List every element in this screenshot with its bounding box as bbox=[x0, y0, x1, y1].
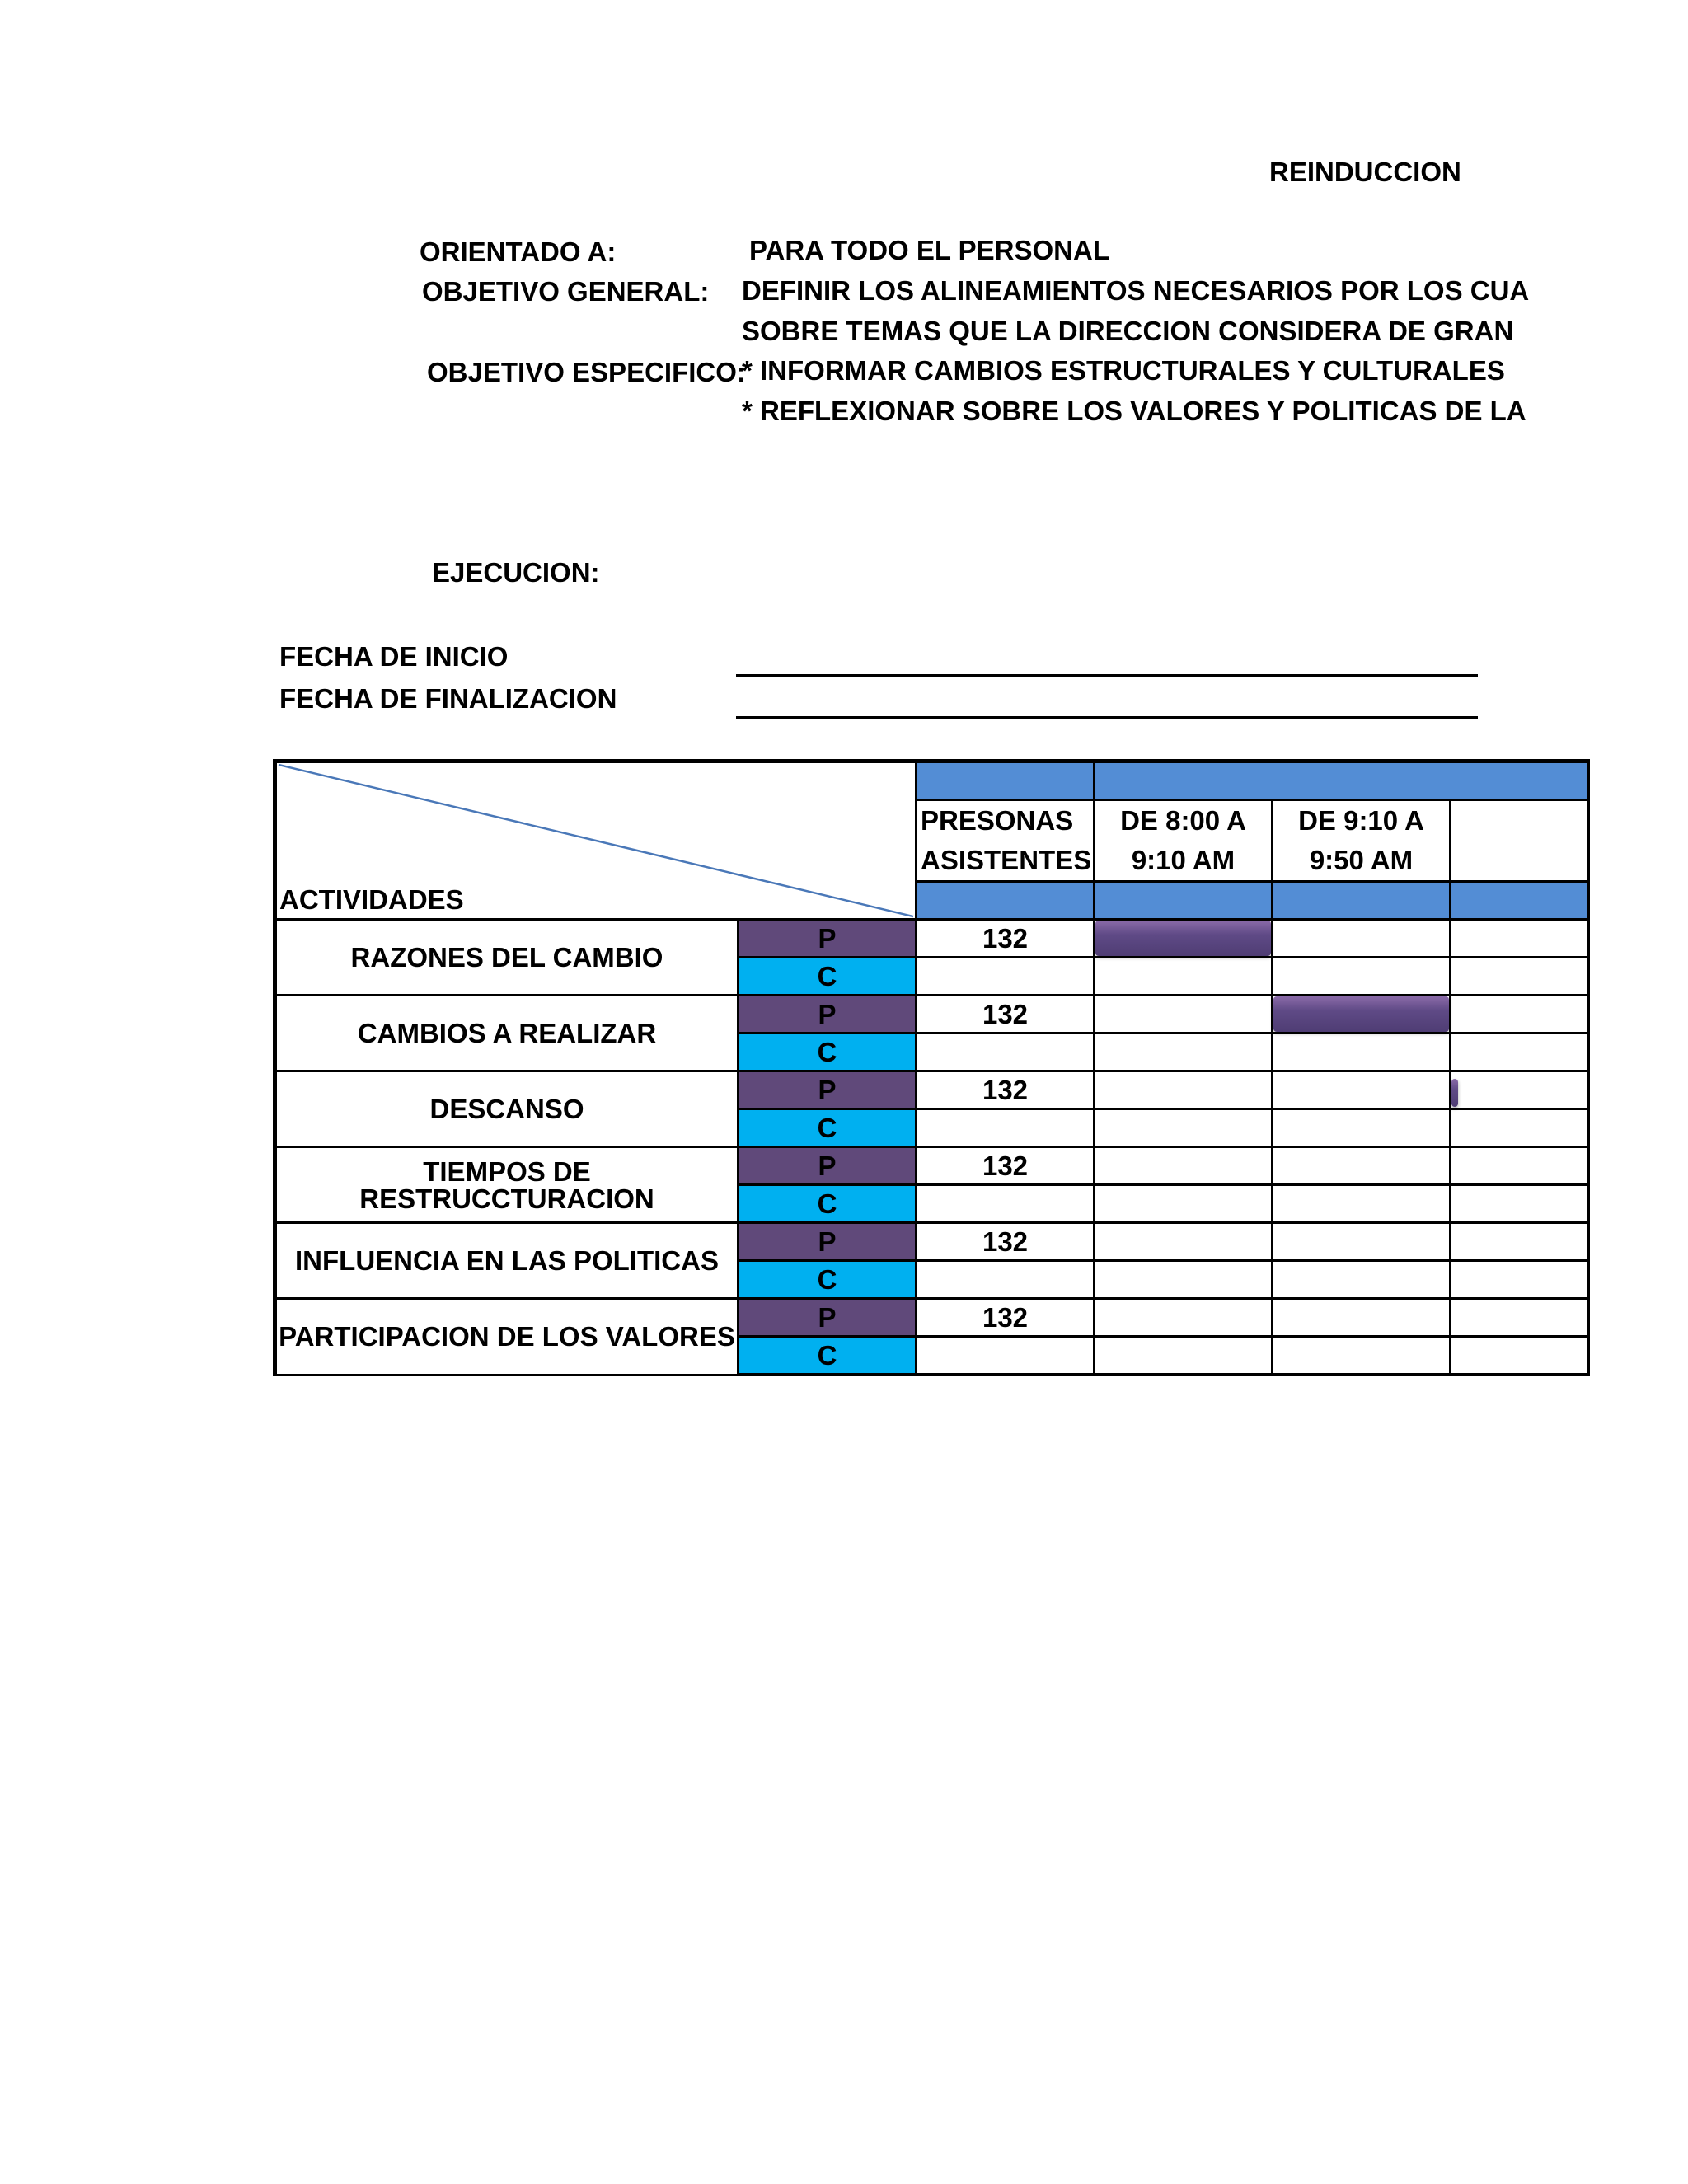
activities-label: ACTIVIDADES bbox=[279, 884, 464, 915]
slot2-plan-cell bbox=[1273, 1223, 1451, 1261]
slot1-check-cell bbox=[1095, 1185, 1273, 1223]
plan-tag: P bbox=[738, 1071, 917, 1109]
slot2-plan-cell bbox=[1273, 1147, 1451, 1185]
header-band-slot3-lower bbox=[1451, 882, 1589, 920]
personas-value: 132 bbox=[917, 996, 1095, 1033]
slot3-plan-cell bbox=[1451, 996, 1589, 1033]
personas-check-cell bbox=[917, 1185, 1095, 1223]
personas-check-cell bbox=[917, 1033, 1095, 1071]
activity-row-plan bbox=[275, 996, 1589, 1033]
personas-value: 132 bbox=[917, 1071, 1095, 1109]
activity-row-plan bbox=[275, 1299, 1589, 1337]
check-tag: C bbox=[738, 1337, 917, 1376]
col-slot1-line1: DE 8:00 A bbox=[1120, 805, 1246, 836]
fecha-inicio-line bbox=[736, 674, 1478, 677]
slot1-plan-cell bbox=[1095, 1299, 1273, 1337]
activities-corner-cell bbox=[275, 762, 917, 920]
activity-name: DESCANSO bbox=[429, 1094, 584, 1124]
gantt-bar bbox=[1095, 921, 1271, 956]
slot2-check-cell bbox=[1273, 1109, 1451, 1147]
slot1-check-cell bbox=[1095, 1337, 1273, 1376]
col-slot2-line1: DE 9:10 A bbox=[1298, 805, 1424, 836]
schedule-table bbox=[273, 759, 1590, 1376]
slot1-plan-cell bbox=[1095, 920, 1273, 958]
activity-name-cell bbox=[275, 1147, 738, 1223]
slot3-plan-cell bbox=[1451, 1147, 1589, 1185]
slot1-check-cell bbox=[1095, 958, 1273, 996]
activity-name: PARTICIPACION DE LOS VALORES bbox=[279, 1321, 735, 1352]
slot2-plan-cell bbox=[1273, 1299, 1451, 1337]
objetivo-general-label: OBJETIVO GENERAL: bbox=[422, 276, 710, 307]
col-slot2-header bbox=[1273, 800, 1451, 882]
activity-row-plan bbox=[275, 1147, 1589, 1185]
slot3-check-cell bbox=[1451, 1185, 1589, 1223]
check-tag: C bbox=[738, 1261, 917, 1299]
activity-name: RAZONES DEL CAMBIO bbox=[350, 942, 663, 972]
orientado-value: PARA TODO EL PERSONAL bbox=[749, 235, 1109, 265]
activity-name-cell bbox=[275, 1071, 738, 1147]
slot1-check-cell bbox=[1095, 1109, 1273, 1147]
slot2-check-cell bbox=[1273, 1033, 1451, 1071]
col-personas-line1: PRESONAS bbox=[921, 805, 1074, 836]
slot1-plan-cell bbox=[1095, 1223, 1273, 1261]
check-tag: C bbox=[738, 958, 917, 996]
personas-value: 132 bbox=[917, 1223, 1095, 1261]
header-band-slot1-lower bbox=[1095, 882, 1273, 920]
check-tag: C bbox=[738, 1109, 917, 1147]
header-band-slot2-lower bbox=[1273, 882, 1451, 920]
slot3-plan-cell bbox=[1451, 1071, 1589, 1109]
slot3-plan-cell bbox=[1451, 1223, 1589, 1261]
personas-check-cell bbox=[917, 1109, 1095, 1147]
personas-value: 132 bbox=[917, 1147, 1095, 1185]
activity-name-cell bbox=[275, 1299, 738, 1376]
fecha-inicio-label: FECHA DE INICIO bbox=[279, 641, 509, 672]
slot3-check-cell bbox=[1451, 1337, 1589, 1376]
slot2-plan-cell bbox=[1273, 1071, 1451, 1109]
ejecucion-label: EJECUCION: bbox=[432, 557, 600, 588]
objetivo-especifico-label: OBJETIVO ESPECIFICO: bbox=[427, 357, 746, 387]
check-tag: C bbox=[738, 1185, 917, 1223]
slot2-plan-cell bbox=[1273, 996, 1451, 1033]
col-personas-header bbox=[917, 800, 1095, 882]
slot1-plan-cell bbox=[1095, 996, 1273, 1033]
objetivo-general-line1: DEFINIR LOS ALINEAMIENTOS NECESARIOS POR LOS CUA bbox=[742, 275, 1530, 306]
activity-name-cell bbox=[275, 996, 738, 1071]
header-band-personas bbox=[917, 762, 1095, 800]
plan-tag: P bbox=[738, 996, 917, 1033]
slot1-plan-cell bbox=[1095, 1147, 1273, 1185]
personas-value: 132 bbox=[917, 920, 1095, 958]
fecha-fin-label: FECHA DE FINALIZACION bbox=[279, 683, 617, 714]
personas-check-cell bbox=[917, 1337, 1095, 1376]
personas-check-cell bbox=[917, 1261, 1095, 1299]
personas-check-cell bbox=[917, 958, 1095, 996]
header-band-personas-lower bbox=[917, 882, 1095, 920]
activity-row-plan bbox=[275, 1223, 1589, 1261]
personas-value: 132 bbox=[917, 1299, 1095, 1337]
activity-row-plan bbox=[275, 1071, 1589, 1109]
slot3-plan-cell bbox=[1451, 920, 1589, 958]
document-title: REINDUCCION bbox=[1269, 157, 1461, 187]
col-slot1-header bbox=[1095, 800, 1273, 882]
plan-tag: P bbox=[738, 1299, 917, 1337]
slot1-check-cell bbox=[1095, 1033, 1273, 1071]
activity-name: TIEMPOS DE RESTRUCCTURACION bbox=[359, 1155, 654, 1214]
header-band-slots bbox=[1095, 762, 1589, 800]
activity-name: CAMBIOS A REALIZAR bbox=[357, 1018, 657, 1048]
activity-name-cell bbox=[275, 920, 738, 996]
col-slot1-line2: 9:10 AM bbox=[1131, 845, 1236, 875]
orientado-label: ORIENTADO A: bbox=[420, 237, 617, 267]
slot3-check-cell bbox=[1451, 1261, 1589, 1299]
slot2-plan-cell bbox=[1273, 920, 1451, 958]
slot3-check-cell bbox=[1451, 958, 1589, 996]
slot2-check-cell bbox=[1273, 958, 1451, 996]
col-personas-line2: ASISTENTES bbox=[921, 845, 1092, 875]
plan-tag: P bbox=[738, 1223, 917, 1261]
slot3-check-cell bbox=[1451, 1033, 1589, 1071]
objetivo-especifico-line2: * REFLEXIONAR SOBRE LOS VALORES Y POLITICAS DE LA bbox=[742, 396, 1526, 426]
col-slot2-line2: 9:50 AM bbox=[1309, 845, 1414, 875]
objetivo-general-line2: SOBRE TEMAS QUE LA DIRECCION CONSIDERA DE GRAN bbox=[742, 316, 1514, 346]
slot1-check-cell bbox=[1095, 1261, 1273, 1299]
gantt-bar bbox=[1273, 996, 1449, 1032]
fecha-fin-line bbox=[736, 716, 1478, 719]
activity-row-plan bbox=[275, 920, 1589, 958]
slot2-check-cell bbox=[1273, 1185, 1451, 1223]
check-tag: C bbox=[738, 1033, 917, 1071]
slot3-plan-cell bbox=[1451, 1299, 1589, 1337]
plan-tag: P bbox=[738, 920, 917, 958]
slot2-check-cell bbox=[1273, 1261, 1451, 1299]
gantt-bar bbox=[1451, 1079, 1458, 1107]
slot1-plan-cell bbox=[1095, 1071, 1273, 1109]
plan-tag: P bbox=[738, 1147, 917, 1185]
objetivo-especifico-line1: * INFORMAR CAMBIOS ESTRUCTURALES Y CULTURALES bbox=[742, 355, 1505, 386]
activity-name: INFLUENCIA EN LAS POLITICAS bbox=[295, 1245, 719, 1276]
col-slot3-header bbox=[1451, 800, 1589, 882]
slot2-check-cell bbox=[1273, 1337, 1451, 1376]
activity-name-cell bbox=[275, 1223, 738, 1299]
slot3-check-cell bbox=[1451, 1109, 1589, 1147]
